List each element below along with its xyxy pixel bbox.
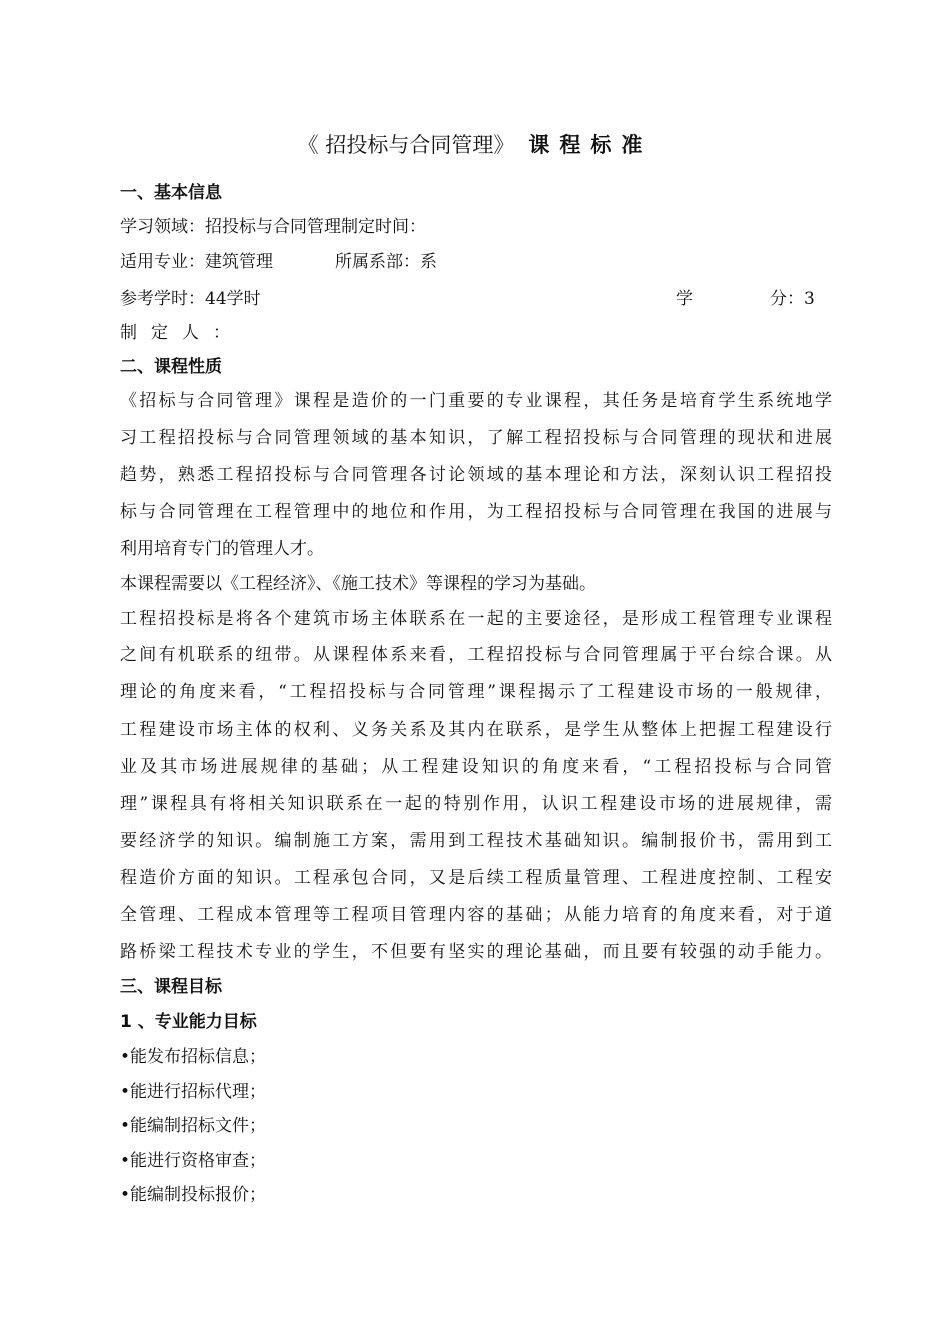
- document-title: [0, 128, 950, 162]
- paragraph-line: 程造价方面的知识。工程承包合同，又是后续工程质量管理、工程进度控制、工程安: [120, 868, 832, 888]
- title-course-name: 《 招投标与合同管理》: [297, 133, 515, 157]
- section-heading-course-nature: 二、课程性质: [120, 357, 222, 377]
- paragraph-line: 路桥梁工程技术专业的学生，不但要有坚实的理论基础，而且要有较强的动手能力。: [120, 942, 832, 962]
- section-heading-basic-info: 一、基本信息: [120, 183, 222, 203]
- list-item: •能进行资格审查；: [120, 1151, 267, 1171]
- paragraph-line: 标与合同管理在工程管理中的地位和作用，为工程招投标与合同管理在我国的进展与: [120, 502, 832, 522]
- paragraph-line: 利用培育专门的管理人才。: [120, 539, 324, 559]
- paragraph-line: 工程招投标是将各个建筑市场主体联系在一起的主要途径，是形成工程管理专业课程: [120, 609, 832, 629]
- field-department: 所属系部：系: [335, 252, 437, 272]
- sub-heading-professional-ability: 1 、专业能力目标: [120, 1012, 257, 1032]
- section-heading-course-goals: 三、课程目标: [120, 977, 222, 997]
- field-reference-hours: 参考学时：44学时: [120, 289, 261, 309]
- paragraph-line: 趋势，熟悉工程招投标与合同管理各讨论领域的基本理论和方法，深刻认识工程招投: [120, 465, 832, 485]
- paragraph-line: 要经济学的知识。编制施工方案，需用到工程技术基础知识。编制报价书，需用到工: [120, 831, 832, 851]
- paragraph-line: 全管理、工程成本管理等工程项目管理内容的基础；从能力培育的角度来看，对于道: [120, 905, 832, 925]
- list-item: •能编制招标文件；: [120, 1116, 267, 1136]
- list-item: •能发布招标信息；: [120, 1047, 267, 1067]
- field-credit-label: 学: [676, 289, 693, 309]
- field-learning-domain: 学习领域：招投标与合同管理制定时间：: [120, 217, 426, 237]
- paragraph-line: 《招标与合同管理》课程是造价的一门重要的专业课程，其任务是培育学生系统地学: [120, 391, 832, 411]
- paragraph-line: 本课程需要以《工程经济》、《施工技术》等课程的学习为基础。: [120, 574, 596, 594]
- paragraph-line: 工程建设市场主体的权利、义务关系及其内在联系，是学生从整体上把握工程建设行: [120, 720, 832, 740]
- list-item: •能进行招标代理；: [120, 1082, 267, 1102]
- field-author: 制定人：: [120, 323, 244, 343]
- paragraph-line: 理”课程具有将相关知识联系在一起的特别作用，认识工程建设市场的进展规律，需: [120, 794, 832, 814]
- title-suffix: 课程标准: [528, 133, 653, 157]
- list-item: •能编制投标报价；: [120, 1185, 267, 1205]
- paragraph-line: 理论的角度来看，“工程招投标与合同管理”课程揭示了工程建设市场的一般规律，: [120, 682, 832, 702]
- paragraph-line: 之间有机联系的纽带。从课程体系来看，工程招投标与合同管理属于平台综合课。从: [120, 645, 832, 665]
- field-major: 适用专业：建筑管理: [120, 252, 273, 272]
- paragraph-line: 习工程招投标与合同管理领域的基本知识，了解工程招投标与合同管理的现状和进展: [120, 428, 832, 448]
- field-major-dept: [120, 245, 832, 279]
- paragraph-line: 业及其市场进展规律的基础；从工程建设知识的角度来看，“工程招投标与合同管: [120, 757, 832, 777]
- field-credit-value: 分：3: [770, 289, 815, 309]
